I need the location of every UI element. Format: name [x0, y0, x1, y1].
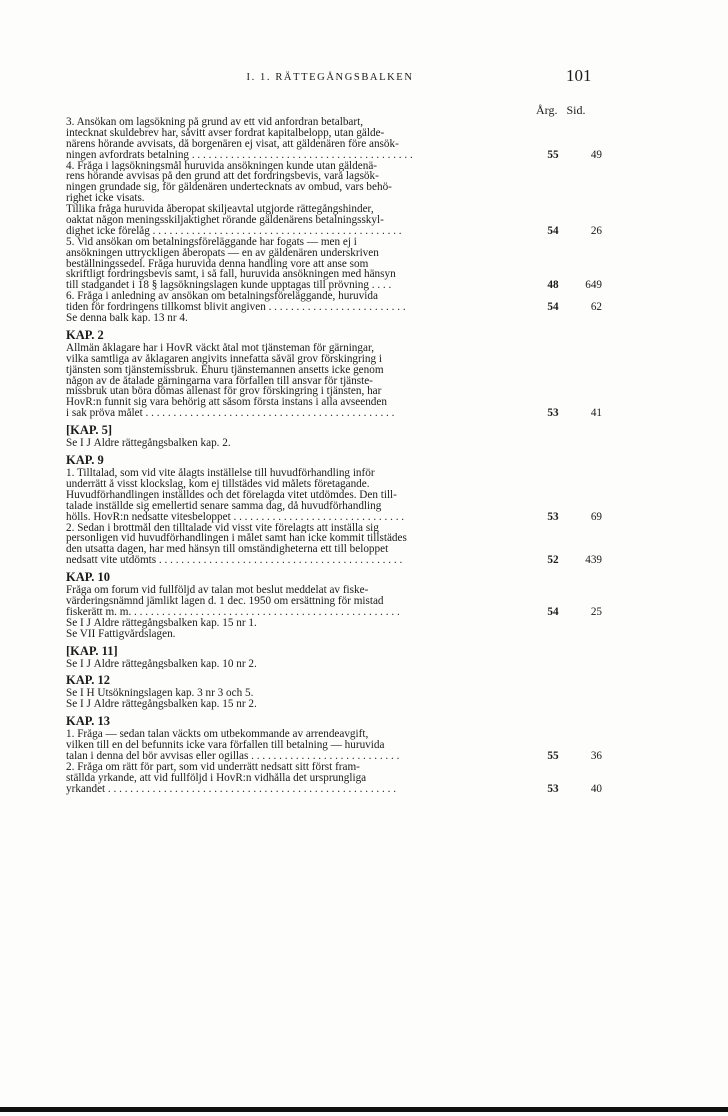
index-line [66, 280, 600, 291]
index-line [66, 740, 600, 751]
column-header-year: Årg. [536, 103, 558, 117]
line-text: beställningssedel. Fråga huruvida denna handling vore att anse som [66, 258, 369, 270]
index-line [66, 376, 600, 387]
line-text: talade inställde sig emellertid senare samma dag, då huvudförhandling [66, 500, 382, 512]
page-reference: 439 [585, 554, 602, 567]
index-line [66, 596, 600, 607]
index-line [66, 128, 600, 139]
line-text: underrätt å visst klockslag, kom ej tillstädes vid målets företagande. [66, 478, 370, 490]
year-reference: 55 [547, 749, 559, 762]
index-line [66, 226, 600, 237]
page-reference: 41 [590, 407, 602, 420]
index-line [66, 479, 600, 490]
index-line [66, 523, 600, 534]
chapter-heading: [KAP. 11] [66, 643, 118, 658]
line-text: Allmän åklagare har i HovR väckt åtal mot tjänsteman för gärningar, [66, 342, 375, 354]
index-line [66, 468, 600, 479]
line-text: talan i denna del bör avvisas eller ogillas . . . . . . . . . . . . . . . . . . . . . . . . . . . [66, 750, 400, 762]
running-header: I. 1. RÄTTEGÅNGSBALKEN [246, 72, 414, 83]
line-text: ställda yrkande, att vid fullföljd i HovR:n vidhålla det ursprungliga [66, 772, 367, 784]
index-line [66, 161, 600, 172]
line-text: HovR:n funnit sig vara behörig att såsom första instans i alla avseenden [66, 397, 387, 409]
year-reference: 54 [547, 224, 559, 237]
index-line [66, 117, 600, 128]
index-line [66, 512, 600, 523]
index-line [66, 354, 600, 365]
index-line [66, 490, 600, 501]
column-headers [536, 103, 585, 118]
chapter-heading: KAP. 9 [66, 453, 104, 468]
index-line [66, 313, 600, 324]
index-line [66, 248, 600, 259]
index-line [66, 699, 600, 710]
index-line [66, 259, 600, 270]
page-reference: 36 [590, 749, 602, 762]
line-text: nedsatt vite utdömts . . . . . . . . . . . . . . . . . . . . . . . . . . . . . . . . . . . . . . . . . . . . [66, 555, 403, 567]
page-reference: 40 [590, 782, 602, 795]
index-line [66, 629, 600, 640]
index-line [66, 501, 600, 512]
year-reference: 53 [547, 782, 559, 795]
line-text: skriftligt fordringsbevis samt, i så fall, huruvida ansökningen med hänsyn [66, 269, 396, 281]
index-line [66, 269, 600, 280]
index-line [66, 139, 600, 150]
line-text: tiden för fordringens tillkomst blivit angiven . . . . . . . . . . . . . . . . . . . . . . . . . [66, 302, 406, 314]
line-text: Tillika fråga huruvida åberopat skiljeavtal utgjorde rättegångshinder, [66, 204, 374, 216]
index-line [66, 215, 600, 226]
line-text: hölls. HovR:n nedsatte vitesbeloppet . . . . . . . . . . . . . . . . . . . . . . . . . . . . . . . [66, 511, 405, 523]
page-reference: 26 [590, 224, 602, 237]
line-text: Se I H Utsökningslagen kap. 3 nr 3 och 5. [66, 688, 254, 700]
line-text: 6. Fråga i anledning av ansökan om betalningsföreläggande, huruvida [66, 291, 378, 303]
line-text: Se VII Fattigvårdslagen. [66, 628, 176, 640]
index-line [66, 204, 600, 215]
line-text: närens hörande avvisats, då borgenären ej visat, att gäldenären före ansök- [66, 138, 399, 150]
line-text: 1. Tilltalad, som vid vite ålagts inställelse till huvudförhandling inför [66, 468, 375, 479]
line-text: ningen grundade sig, för gäldenären undertecknats av ombud, vars behö- [66, 182, 392, 194]
index-line [66, 386, 600, 397]
index-line [66, 585, 600, 596]
index-line [66, 365, 600, 376]
line-text: ansökningen uttryckligen åberopats — en av gäldenären underskriven [66, 247, 379, 259]
index-line [66, 171, 600, 182]
line-text: 4. Fråga i lagsökningsmål huruvida ansökningen kunde utan gäldenä- [66, 160, 378, 172]
line-text: Se denna balk kap. 13 nr 4. [66, 313, 188, 324]
line-text: righet icke visats. [66, 193, 145, 205]
column-header-page: Sid. [566, 103, 586, 117]
year-reference: 53 [547, 407, 559, 420]
page-bottom-border [0, 1107, 728, 1112]
line-text: Se I J Äldre rättegångsbalken kap. 10 nr 2. [66, 658, 257, 670]
page-reference: 62 [590, 301, 602, 314]
line-text: vilka samtliga av åklagaren angivits innefatta såväl grov förskingring i [66, 353, 382, 365]
line-text: yrkandet . . . . . . . . . . . . . . . . . . . . . . . . . . . . . . . . . . . . . . . . . . . . . . . . . . . . [66, 783, 397, 795]
chapter-heading: KAP. 2 [66, 327, 104, 342]
index-line [66, 438, 600, 449]
index-line [66, 607, 600, 618]
index-line [66, 659, 600, 670]
line-text: tjänsten som tjänstemissbruk. Ehuru tjänstemannen ansetts icke genom [66, 364, 384, 376]
line-text: 5. Vid ansökan om betalningsföreläggande har fogats — men ej i [66, 236, 357, 248]
page-reference: 49 [590, 148, 602, 161]
line-text: någon av de åtalade gärningarna vara förfallen till ansvar för tjänste- [66, 375, 373, 387]
index-line [66, 773, 600, 784]
index-line [66, 343, 600, 354]
index-line [66, 291, 600, 302]
index-line [66, 182, 600, 193]
index-line [66, 784, 600, 795]
line-text: 2. Fråga om rätt för part, som vid underrätt nedsatt sitt först fram- [66, 761, 360, 773]
year-reference: 55 [547, 148, 559, 161]
line-text: Fråga om forum vid fullföljd av talan mot beslut meddelat av fiske- [66, 585, 369, 596]
line-text: värderingsnämnd jämlikt lagen d. 1 dec. 1950 om ersättning för mistad [66, 595, 384, 607]
line-text: 1. Fråga — sedan talan väckts om utbekommande av arrendeavgift, [66, 729, 369, 741]
page-reference: 69 [590, 510, 602, 523]
line-text: vilken till en del befunnits icke vara förfallen till betalning — huruvida [66, 740, 385, 751]
chapter-heading: KAP. 12 [66, 673, 110, 688]
line-text: Huvudförhandlingen inställdes och det förelagda vitet utdömdes. Den till- [66, 489, 397, 501]
line-text: personligen vid huvudförhandlingen i målet samt han icke kommit tillstädes [66, 533, 407, 545]
year-reference: 54 [547, 605, 559, 618]
index-line [66, 729, 600, 740]
line-text: fiskerätt m. m. . . . . . . . . . . . . . . . . . . . . . . . . . . . . . . . . . . . . . . . . . . . . . . . . [66, 606, 400, 618]
line-text: till stadgandet i 18 § lagsökningslagen kunde upptagas till prövning . . . . [66, 280, 392, 292]
line-text: missbruk utan böra dömas allenast för grov förskingring i tjänsten, har [66, 386, 382, 398]
index-line [66, 150, 600, 161]
index-line [66, 618, 600, 629]
index-line [66, 193, 600, 204]
index-content [66, 117, 600, 795]
index-line [66, 555, 600, 566]
year-reference: 52 [547, 554, 559, 567]
index-line [66, 237, 600, 248]
chapter-heading: [KAP. 5] [66, 423, 113, 438]
line-text: oaktat någon meningsskiljaktighet rörande gäldenärens betalningsskyl- [66, 215, 384, 226]
index-line [66, 751, 600, 762]
line-text: intecknat skuldebrev har, såvitt avser fordrat kapitalbelopp, utan gälde- [66, 127, 385, 139]
page-number: 101 [566, 66, 592, 85]
line-text: i sak pröva målet . . . . . . . . . . . . . . . . . . . . . . . . . . . . . . . . . . . . . . . . . . . . . [66, 408, 395, 420]
index-line [66, 397, 600, 408]
index-line [66, 533, 600, 544]
year-reference: 53 [547, 510, 559, 523]
chapter-heading: KAP. 10 [66, 570, 110, 585]
index-line [66, 762, 600, 773]
line-text: rens hörande avvisas på den grund att det fordringsbevis, varå lagsök- [66, 171, 379, 183]
line-text: den utsatta dagen, har med hänsyn till omständigheterna ett till beloppet [66, 544, 389, 556]
index-line [66, 408, 600, 419]
page-reference: 649 [585, 279, 602, 292]
index-line [66, 544, 600, 555]
line-text: Se I J Äldre rättegångsbalken kap. 15 nr 1. [66, 617, 257, 629]
index-line [66, 302, 600, 313]
line-text: ningen avfordrats betalning . . . . . . . . . . . . . . . . . . . . . . . . . . . . . . . . . . . . . . . . [66, 149, 413, 161]
line-text: Se I J Äldre rättegångsbalken kap. 15 nr 2. [66, 699, 257, 711]
line-text: 3. Ansökan om lagsökning på grund av ett vid anfordran betalbart, [66, 117, 364, 128]
year-reference: 48 [547, 279, 559, 292]
page-reference: 25 [590, 605, 602, 618]
line-text: dighet icke förelåg . . . . . . . . . . . . . . . . . . . . . . . . . . . . . . . . . . . . . . . . . . . . . [66, 225, 402, 237]
line-text: Se I J Äldre rättegångsbalken kap. 2. [66, 438, 231, 450]
index-line [66, 688, 600, 699]
line-text: 2. Sedan i brottmål den tilltalade vid visst vite förelagts att inställa sig [66, 522, 379, 534]
year-reference: 54 [547, 301, 559, 314]
chapter-heading: KAP. 13 [66, 714, 110, 729]
